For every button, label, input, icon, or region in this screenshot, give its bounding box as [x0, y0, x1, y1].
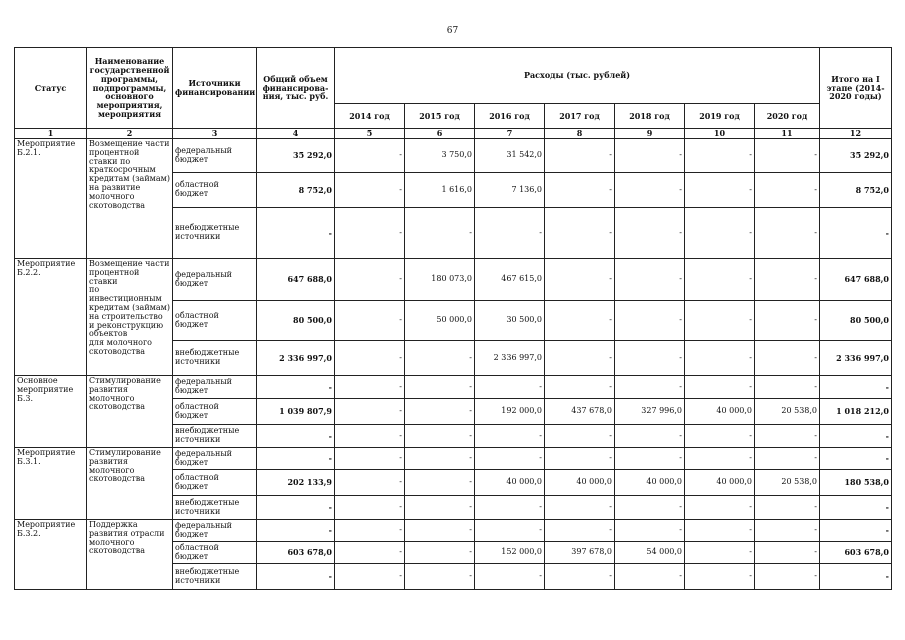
funding-source-cell: федеральный бюджет	[173, 376, 257, 399]
table-row	[15, 376, 892, 399]
page-number: 67	[446, 26, 459, 36]
year-amount-cell: -	[615, 301, 685, 341]
funding-source-cell: областной бюджет	[173, 173, 257, 208]
column-number: 4	[257, 129, 335, 139]
year-amount-cell: -	[405, 470, 475, 496]
year-amount-cell: -	[685, 564, 755, 590]
year-amount-cell: -	[545, 448, 615, 470]
header-source: Источники финансировании	[173, 48, 257, 129]
year-amount-cell: 50 000,0	[405, 301, 475, 341]
column-number: 12	[820, 129, 892, 139]
year-amount-cell: 20 538,0	[755, 470, 820, 496]
year-amount-cell: -	[545, 173, 615, 208]
header-year: 2019 год	[685, 104, 755, 129]
header-total: Общий объем финансирова-ния, тыс. руб.	[257, 48, 335, 129]
year-amount-cell: -	[615, 496, 685, 520]
column-number: 3	[173, 129, 257, 139]
year-amount-cell: -	[615, 208, 685, 259]
year-amount-cell: -	[685, 173, 755, 208]
year-amount-cell: -	[615, 259, 685, 301]
year-amount-cell: 1 616,0	[405, 173, 475, 208]
year-amount-cell: -	[335, 448, 405, 470]
status-cell: Мероприятие Б.2.2.	[15, 259, 87, 376]
stage-total-cell: 8 752,0	[820, 173, 892, 208]
table-row	[15, 520, 892, 542]
stage-total-cell: -	[820, 208, 892, 259]
program-name-cell: Стимулирование развития молочного скотоводства	[87, 448, 173, 520]
year-amount-cell: -	[685, 448, 755, 470]
year-amount-cell: -	[335, 173, 405, 208]
column-number: 7	[475, 129, 545, 139]
year-amount-cell: -	[755, 208, 820, 259]
table-row	[15, 259, 892, 301]
year-amount-cell: -	[685, 208, 755, 259]
total-amount-cell: 35 292,0	[257, 139, 335, 173]
year-amount-cell: 31 542,0	[475, 139, 545, 173]
stage-total-cell: -	[820, 376, 892, 399]
year-amount-cell: -	[545, 259, 615, 301]
year-amount-cell: -	[405, 520, 475, 542]
year-amount-cell: -	[335, 208, 405, 259]
year-amount-cell: 30 500,0	[475, 301, 545, 341]
column-number: 2	[87, 129, 173, 139]
year-amount-cell: -	[335, 376, 405, 399]
total-amount-cell: -	[257, 208, 335, 259]
column-number: 5	[335, 129, 405, 139]
year-amount-cell: -	[475, 208, 545, 259]
year-amount-cell: -	[475, 496, 545, 520]
header-final: Итого на I этапе (2014-2020 годы)	[820, 48, 892, 129]
year-amount-cell: -	[335, 259, 405, 301]
funding-source-cell: областной бюджет	[173, 470, 257, 496]
header-year: 2018 год	[615, 104, 685, 129]
year-amount-cell: -	[475, 564, 545, 590]
year-amount-cell: 7 136,0	[475, 173, 545, 208]
stage-total-cell: 35 292,0	[820, 139, 892, 173]
header-program: Наименование государственной программы, подпрограммы, основного мероприятия, мероприятия	[87, 48, 173, 129]
total-amount-cell: -	[257, 520, 335, 542]
year-amount-cell: -	[755, 448, 820, 470]
funding-source-cell: внебюджетные источники	[173, 496, 257, 520]
total-amount-cell: -	[257, 564, 335, 590]
year-amount-cell: -	[615, 341, 685, 376]
year-amount-cell: -	[545, 341, 615, 376]
funding-source-cell: внебюджетные источники	[173, 341, 257, 376]
stage-total-cell: 647 688,0	[820, 259, 892, 301]
year-amount-cell: -	[405, 399, 475, 425]
year-amount-cell: -	[755, 496, 820, 520]
year-amount-cell: -	[685, 425, 755, 448]
year-amount-cell: 327 996,0	[615, 399, 685, 425]
year-amount-cell: -	[615, 173, 685, 208]
year-amount-cell: -	[685, 341, 755, 376]
year-amount-cell: -	[685, 496, 755, 520]
year-amount-cell: -	[755, 341, 820, 376]
header-status: Статус	[15, 48, 87, 129]
stage-total-cell: -	[820, 520, 892, 542]
year-amount-cell: -	[335, 341, 405, 376]
year-amount-cell: -	[335, 425, 405, 448]
funding-source-cell: внебюджетные источники	[173, 208, 257, 259]
column-number: 10	[685, 129, 755, 139]
year-amount-cell: -	[685, 301, 755, 341]
year-amount-cell: -	[755, 301, 820, 341]
year-amount-cell: 180 073,0	[405, 259, 475, 301]
year-amount-cell: 2 336 997,0	[475, 341, 545, 376]
year-amount-cell: 40 000,0	[685, 399, 755, 425]
year-amount-cell: -	[335, 542, 405, 564]
column-number: 8	[545, 129, 615, 139]
financing-table	[14, 47, 892, 590]
year-amount-cell: 40 000,0	[545, 470, 615, 496]
table-row	[15, 448, 892, 470]
year-amount-cell: -	[615, 448, 685, 470]
year-amount-cell: -	[615, 376, 685, 399]
year-amount-cell: -	[405, 448, 475, 470]
year-amount-cell: -	[405, 496, 475, 520]
column-numbers-row	[15, 129, 892, 139]
total-amount-cell: -	[257, 496, 335, 520]
funding-source-cell: областной бюджет	[173, 301, 257, 341]
year-amount-cell: -	[615, 520, 685, 542]
year-amount-cell: -	[475, 448, 545, 470]
header-year: 2016 год	[475, 104, 545, 129]
program-name-cell: Возмещение части процентной ставки по краткосрочным кредитам (займам) на развитие молочного скотоводства	[87, 139, 173, 259]
total-amount-cell: 1 039 807,9	[257, 399, 335, 425]
year-amount-cell: 192 000,0	[475, 399, 545, 425]
year-amount-cell: -	[475, 425, 545, 448]
year-amount-cell: -	[615, 564, 685, 590]
total-amount-cell: -	[257, 425, 335, 448]
year-amount-cell: -	[335, 139, 405, 173]
year-amount-cell: 152 000,0	[475, 542, 545, 564]
stage-total-cell: -	[820, 448, 892, 470]
status-cell: Мероприятие Б.2.1.	[15, 139, 87, 259]
year-amount-cell: 397 678,0	[545, 542, 615, 564]
year-amount-cell: -	[685, 259, 755, 301]
stage-total-cell: 180 538,0	[820, 470, 892, 496]
year-amount-cell: -	[335, 301, 405, 341]
year-amount-cell: 54 000,0	[615, 542, 685, 564]
table-body	[15, 139, 892, 590]
year-amount-cell: -	[545, 425, 615, 448]
column-number: 11	[755, 129, 820, 139]
year-amount-cell: 40 000,0	[615, 470, 685, 496]
header-expenses: Расходы (тыс. рублей)	[335, 48, 820, 104]
year-amount-cell: -	[405, 425, 475, 448]
year-amount-cell: -	[755, 139, 820, 173]
funding-source-cell: внебюджетные источники	[173, 425, 257, 448]
year-amount-cell: -	[335, 564, 405, 590]
funding-source-cell: областной бюджет	[173, 399, 257, 425]
year-amount-cell: -	[685, 139, 755, 173]
year-amount-cell: -	[755, 564, 820, 590]
funding-source-cell: внебюджетные источники	[173, 564, 257, 590]
year-amount-cell: -	[545, 564, 615, 590]
year-amount-cell: -	[475, 376, 545, 399]
total-amount-cell: 8 752,0	[257, 173, 335, 208]
funding-source-cell: областной бюджет	[173, 542, 257, 564]
stage-total-cell: -	[820, 425, 892, 448]
year-amount-cell: -	[545, 376, 615, 399]
header-year: 2017 год	[545, 104, 615, 129]
total-amount-cell: 80 500,0	[257, 301, 335, 341]
column-number: 6	[405, 129, 475, 139]
year-amount-cell: 467 615,0	[475, 259, 545, 301]
year-amount-cell: -	[755, 173, 820, 208]
year-amount-cell: 3 750,0	[405, 139, 475, 173]
year-amount-cell: -	[685, 376, 755, 399]
year-amount-cell: -	[545, 301, 615, 341]
total-amount-cell: -	[257, 376, 335, 399]
year-amount-cell: -	[685, 542, 755, 564]
stage-total-cell: 603 678,0	[820, 542, 892, 564]
stage-total-cell: 2 336 997,0	[820, 341, 892, 376]
column-number: 9	[615, 129, 685, 139]
funding-source-cell: федеральный бюджет	[173, 448, 257, 470]
year-amount-cell: -	[335, 470, 405, 496]
status-cell: Основное мероприятие Б.3.	[15, 376, 87, 448]
funding-source-cell: федеральный бюджет	[173, 520, 257, 542]
year-amount-cell: -	[335, 520, 405, 542]
total-amount-cell: 2 336 997,0	[257, 341, 335, 376]
year-amount-cell: -	[615, 425, 685, 448]
year-amount-cell: -	[545, 520, 615, 542]
year-amount-cell: -	[405, 208, 475, 259]
year-amount-cell: -	[405, 542, 475, 564]
status-cell: Мероприятие Б.3.1.	[15, 448, 87, 520]
year-amount-cell: -	[755, 520, 820, 542]
funding-source-cell: федеральный бюджет	[173, 259, 257, 301]
year-amount-cell: -	[335, 496, 405, 520]
year-amount-cell: -	[615, 139, 685, 173]
year-amount-cell: -	[755, 259, 820, 301]
year-amount-cell: -	[475, 520, 545, 542]
year-amount-cell: -	[755, 376, 820, 399]
year-amount-cell: -	[545, 139, 615, 173]
program-name-cell: Стимулирование развития молочного скотоводства	[87, 376, 173, 448]
year-amount-cell: -	[545, 496, 615, 520]
stage-total-cell: 80 500,0	[820, 301, 892, 341]
year-amount-cell: -	[755, 425, 820, 448]
year-amount-cell: 40 000,0	[475, 470, 545, 496]
year-amount-cell: -	[405, 376, 475, 399]
year-amount-cell: -	[405, 341, 475, 376]
funding-source-cell: федеральный бюджет	[173, 139, 257, 173]
year-amount-cell: 40 000,0	[685, 470, 755, 496]
program-name-cell: Поддержка развития отрасли молочного скотоводства	[87, 520, 173, 590]
total-amount-cell: 202 133,9	[257, 470, 335, 496]
stage-total-cell: -	[820, 496, 892, 520]
program-name-cell: Возмещение части процентной ставки по инвестиционным кредитам (займам) на строительство и реконструкцию объектов для молочного скотоводства	[87, 259, 173, 376]
year-amount-cell: 437 678,0	[545, 399, 615, 425]
year-amount-cell: -	[685, 520, 755, 542]
year-amount-cell: -	[335, 399, 405, 425]
header-year: 2020 год	[755, 104, 820, 129]
column-number: 1	[15, 129, 87, 139]
year-amount-cell: 20 538,0	[755, 399, 820, 425]
year-amount-cell: -	[545, 208, 615, 259]
header-year: 2015 год	[405, 104, 475, 129]
header-year: 2014 год	[335, 104, 405, 129]
stage-total-cell: -	[820, 564, 892, 590]
table-row	[15, 139, 892, 173]
stage-total-cell: 1 018 212,0	[820, 399, 892, 425]
year-amount-cell: -	[755, 542, 820, 564]
total-amount-cell: -	[257, 448, 335, 470]
total-amount-cell: 603 678,0	[257, 542, 335, 564]
status-cell: Мероприятие Б.3.2.	[15, 520, 87, 590]
year-amount-cell: -	[405, 564, 475, 590]
total-amount-cell: 647 688,0	[257, 259, 335, 301]
